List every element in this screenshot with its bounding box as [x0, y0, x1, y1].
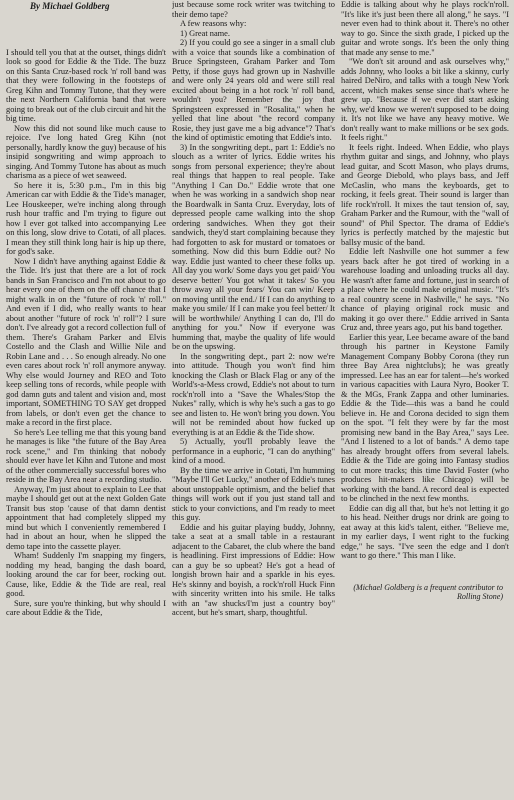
paragraph: In the songwriting dept., part 2: now we're into attitude. Though you won't find him knocking the Clash or Black Flag or any of the World's-a-Mess crowd, Eddie's not about to turn rock'n'roll into a "Save the Whales/Stop the Nukes" rally, which is why he's such a gas to go see and listen to. He won't bring you down. You will not be reminded about how fucked up everything is at an Eddie & the Tide show.	[172, 351, 335, 437]
column-2	[172, 0, 335, 800]
column-1	[6, 0, 166, 800]
paragraph: So here's Lee telling me that this young band he manages is like "the future of the Bay Area rock scene," and I'm thinking that nobody should ever have let Kihn and Tutone and most of the other commercially successful bores who reside in the Bay Area near a recording studio.	[6, 427, 166, 484]
paragraph: Eddie left Nashville one hot summer a few years back after he got tired of working in a warehouse loading and unloading trucks all day. He wasn't after fame and fortune, just in search of a place where he could make original music. "It's a real country scene in Nashville," he says. "No chance of playing original rock music and making it go over there." Eddie arrived in Santa Cruz and, three years ago, put his band together.	[341, 247, 509, 332]
paragraph: It feels right. Indeed. When Eddie, who plays rhythm guitar and sings, and Johnny, who plays lead guitar, and Scott Mason, who plays drums, and George Diebold, who plays bass, and Jeff McCaslin, who mans the keyboards, get to rocking, it feels great. Their sound is larger than life rock'n'roll. It mixes the taut tension of, say, Graham Parker and the Rumour, with the "wall of sound" of Phil Spector. The drama of Eddie's lyrics is perfectly matched by the majestic but ballsy music of the band.	[341, 142, 509, 247]
paragraph: Eddie is talking about why he plays rock'n'roll. "It's like it's just been there all along," he says. "I never even had to think about it. There's no other way to go. Since the sixth grade, I picked up the guitar and wrote songs. It's been the only thing that made any sense to me."	[341, 0, 509, 57]
paragraph: 5) Actually, you'll probably leave the performance in a euphoric, "I can do anything" kind of a mood.	[172, 437, 335, 465]
paragraph: Now this did not sound like much cause to rejoice. I've long hated Greg Kihn (not personally, hardly know the guy) because of his insipid songwriting and wimp approach to singing. And Tommy Tutone has about as much charisma as a piece of wet seaweed.	[6, 123, 166, 180]
paragraph: 3) In the songwriting dept., part 1: Eddie's no slouch as a writer of lyrics. Eddie writes his songs from personal experience; they're about real things that happen to real people. Take "Anything I Can Do." Eddie wrote that one when he was working in a sandwich shop near the Boardwalk in Santa Cruz. Everyday, lots of depressed people came walking into the shop ordering sandwiches. When they got their sandwich, they'd start complaining because they had forgotten to ask for mustard or tomatoes or something. Now did this burn Eddie out? No way. Eddie just wanted to cheer these folks up. All day you work/ Some days you get paid/ You deserve better/ You got what it takes/ So you throw away all your fears/ You can win/ Keep on moving until the end./ If I can do anything to make you smile/ If I can make you feel better/ It will be worthwhile/ Anything I can do, I'll do anything for you." Now if everyone was humming that, maybe the quality of life would be on the upswing.	[172, 142, 335, 351]
paragraph: just because some rock writer was twitching to their demo tape?	[172, 0, 335, 19]
paragraph: Eddie can dig all that, but he's not letting it go to his head. Neither drugs nor drink are going to eat away at this kid's talent, either. "Believe me, in my earlier days, I went right to the fucking edge," he says. "I've seen the edge and I don't want to go there." This man I like.	[341, 503, 509, 560]
paragraph: "We don't sit around and ask ourselves why," adds Johnny, who looks a bit like a skinny, curly haired DeNiro, and talks with a tough New York accent, which makes sense since that's where he grew up. "Because if we ever did start asking why, we'd know we weren't supposed to be doing it. It's not like we have any heavy motive. We don't really want to make millions or be sex gods. It feels right."	[341, 57, 509, 142]
paragraph: Eddie and his guitar playing buddy, Johnny, take a seat at a small table in a restaurant adjacent to the Cabaret, the club where the band is headlining. First impressions of Eddie: How can a guy be so upbeat? He's got a head of longish brown hair and a sparkle in his eyes. He's skinny and boyish, a rock'n'roll Huck Finn with sincerity written into his smile. He talks with an "aw shucks/I'm just a country boy" accent, but he's smart, sharp, thoughtful.	[172, 522, 335, 617]
paragraph: Now I didn't have anything against Eddie & the Tide. It's just that there are a lot of rock bands in San Francisco and I'm not about to go hear every one of them on the off chance that I might walk in on the "future of rock 'n' roll." And even if I did, who really wants to hear about another "future of rock 'n' roll"? I sure don't. I've already got a record collection full of them. There's Graham Parker and Elvis Costello and the Clash and Willie Nile and Robin Lane and . . . So enough already. No one even cares about rock 'n' roll anymore anyway. Why else would Journey and REO and Toto keep selling tons of records, while people with god damn guts and talent and vision and, most important, SOMETHING TO SAY get dropped from labels, or don't even get the chance to make a record in the first place.	[6, 256, 166, 427]
author-credit: (Michael Goldberg is a frequent contributor to Rolling Stone)	[353, 582, 503, 601]
byline: By Michael Goldberg	[30, 1, 110, 11]
column-3	[341, 0, 509, 800]
paragraph: By the time we arrive in Cotati, I'm humming "Maybe I'll Get Lucky," another of Eddie's tunes about unstoppable optimism, and the belief that things will work out if you just stand tall and stick to your convictions, and I'm ready to meet this guy.	[172, 465, 335, 522]
paragraph: A few reasons why:	[180, 19, 247, 28]
paragraph: 2) If you could go see a singer in a small club with a voice that sounds like a combination of Bruce Springsteen, Graham Parker and Tom Petty, if those guys had grown up in Nashville and were only 24 years old and were still real excited about being in a hot rock 'n' roll band, wouldn't you? Remember the joy that Springsteen expressed in "Rosalita," when he yelled that line about "the record company Rosie, they just gave me a big advance"? That's the kind of optimistic emoting that Eddie's into.	[172, 38, 335, 142]
paragraph: I should tell you that at the outset, things didn't look so good for Eddie & the Tide. The buzz on this Santa Cruz-based rock 'n' roll band was that they were following in the footsteps of Greg Kihn and Tommy Tutone, that they were the next Northern California band that were going to break out of the club circuit and hit the big time.	[6, 47, 166, 123]
paragraph: 1) Great name.	[180, 28, 230, 38]
paragraph: So here it is, 5:30 p.m., I'm in this big American car with Eddie & the Tide's manager, Lee Houskeeper, we're inching along through rush hour traffic and I'm trying to figure out how I ever got talked into accompanying Lee on this long, slow drive to Cotati, of all places. I mean they still think long hair is hip up there, for god's sake.	[6, 180, 166, 256]
paragraph: Earlier this year, Lee became aware of the band through his partner in Keystone Family Management Company Bobby Corona (they run three Bay Area nightclubs); he was greatly impressed. Lee has an ear for talent—he's worked in various capacities with Laura Nyro, Booker T. & the MGs, Frank Zappa and other luminaries. Eddie & the Tide—this was a band he could believe in. He and Corona decided to sign them on the spot. "I felt they were by far the most promising new band in the Bay Area," says Lee. "And I listened to a lot of bands." A demo tape has already brought offers from several labels. Eddie & the Tide are going into Fantasy studios to cut more tracks; this time David Foster (who produces hit-makers like Chicago) will be working with the band. A record deal is expected to be clinched in the next few months.	[341, 332, 509, 503]
paragraph: Wham! Suddenly I'm snapping my fingers, nodding my head, banging the dash board, looking around the car for beer, rocking out. Cause, like, Eddie & the Tide are real, real good.	[6, 551, 166, 598]
paragraph: Anyway, I'm just about to explain to Lee that maybe I should get out at the next Golden Gate Transit bus stop 'cause of that damn dentist appointment that had completely slipped my mind but which I conveniently remembered I had in about an hour, when he slipped the demo tape into the cassette player.	[6, 484, 166, 551]
paragraph: Sure, sure you're thinking, but why should I care about Eddie & the Tide,	[6, 598, 166, 617]
